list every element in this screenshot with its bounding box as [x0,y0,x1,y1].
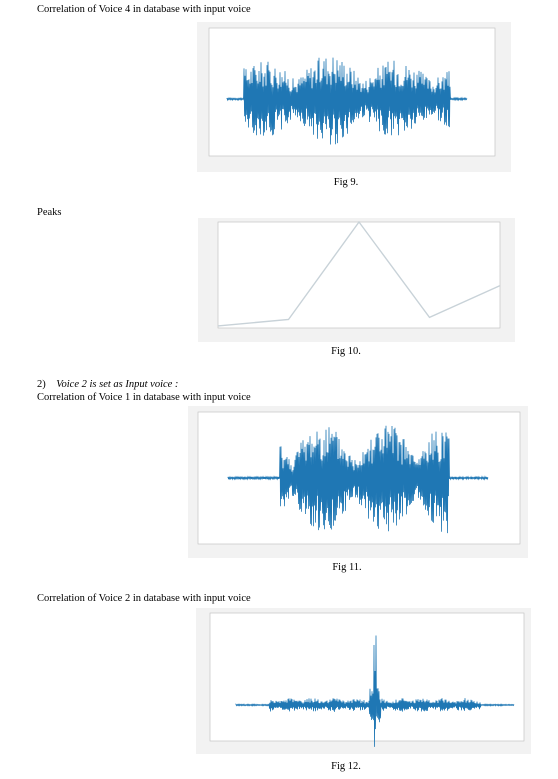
fig9-caption: Fig 9. [333,177,359,188]
fig11-heading: Correlation of Voice 1 in database with input voice [37,392,251,403]
fig9-plot [197,22,511,172]
section2-title-text: Voice 2 is set as Input voice : [56,379,179,390]
fig12-panel [196,608,531,754]
fig11-caption: Fig 11. [332,562,362,573]
fig9-heading: Correlation of Voice 4 in database with input voice [37,4,251,15]
fig12-plot [196,608,531,754]
fig10-plot [198,218,515,342]
fig9-panel [197,22,511,172]
fig12-caption: Fig 12. [331,761,361,772]
fig10-panel [198,218,515,342]
section2-title [37,379,178,390]
peaks-heading: Peaks [37,207,62,218]
fig10-caption: Fig 10. [331,346,361,357]
fig12-heading: Correlation of Voice 2 in database with input voice [37,593,251,604]
fig11-panel [188,406,528,558]
fig11-plot [188,406,528,558]
section2-number: 2) [37,379,46,390]
